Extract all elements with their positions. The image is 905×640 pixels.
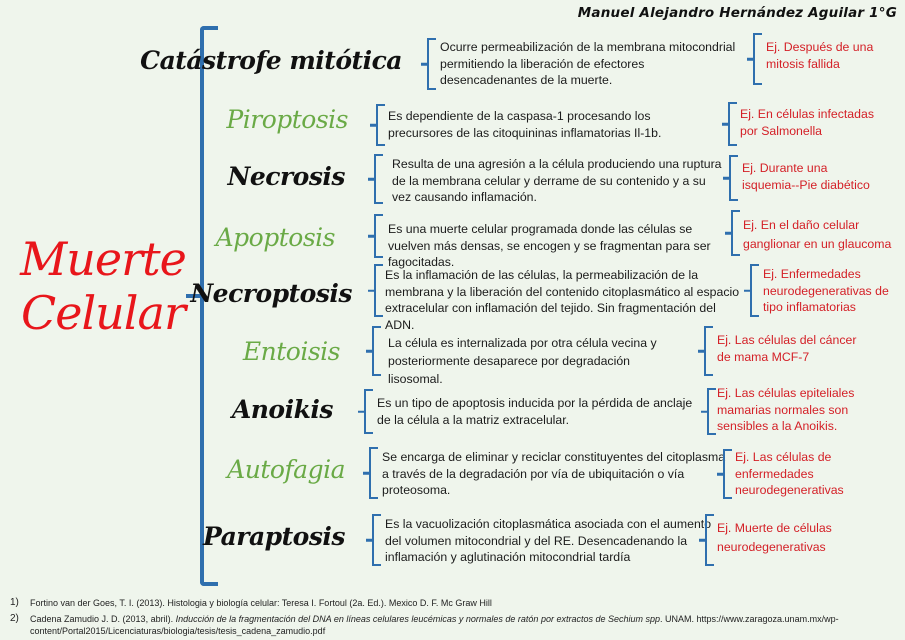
reference-source[interactable]: . UNAM. https://www.zaragoza.unam.mx/wp-content/Portal2015/Licenciaturas/biologia/tesis/tesis_cadena_zamudio.pdf	[30, 613, 839, 636]
description-bracket	[374, 154, 383, 204]
description-piroptosis: Es dependiente de la caspasa-1 procesando los precursores de las citoquininas inflamatorias Il-1b.	[388, 109, 662, 140]
reference-text	[30, 613, 890, 638]
example-bracket	[750, 264, 759, 317]
reference-title: Inducción de la fragmentación del DNA en líneas celulares leucémicas y normales de ratón por extractos de Sechium spp	[175, 613, 661, 624]
example-bracket	[707, 388, 716, 435]
example-necroptosis: Ej. Enfermedades neurodegenerativas de tipo inflamatorias	[763, 267, 889, 314]
main-title-line1: Muerte	[20, 232, 186, 286]
description-bracket	[364, 389, 373, 434]
description-bracket	[374, 214, 383, 258]
term-paraptosis: Paraptosis	[202, 522, 345, 551]
term-necrosis: Necrosis	[227, 162, 345, 191]
description-apoptosis: Es una muerte celular programada donde las células se vuelven más densas, se encogen y se fragmentan para ser fagocitadas.	[388, 222, 711, 269]
description-necrosis: Resulta de una agresión a la célula produciendo una ruptura de la membrana celular y derrame de su contenido y a su vez causando inflamación.	[392, 157, 722, 204]
term-catastrofe-mitotica: Catástrofe mitótica	[140, 46, 402, 75]
main-title	[18, 232, 188, 340]
reference-2	[10, 613, 890, 638]
example-anoikis: Ej. Las células epiteliales mamarias normales son sensibles a la Anoikis.	[717, 386, 855, 433]
description-paraptosis: Es la vacuolización citoplasmática asociada con el aumento del volumen mitocondrial y del RE. Desencadenando la inflamación y aglutinación mitocondrial tardía	[385, 517, 712, 564]
description-bracket	[372, 326, 381, 376]
example-bracket	[753, 33, 762, 85]
term-entoisis: Entoisis	[242, 337, 340, 366]
example-apoptosis: Ej. En el daño celular ganglionar en un glaucoma	[743, 218, 892, 251]
description-bracket	[372, 514, 381, 566]
example-bracket	[723, 449, 732, 499]
main-title-line2: Celular	[21, 286, 185, 340]
term-apoptosis: Apoptosis	[215, 223, 335, 252]
description-autofagia: Se encarga de eliminar y reciclar constituyentes del citoplasma a través de la degradación por vía de ubiquitación o vía proteosoma.	[382, 450, 726, 497]
description-entoisis: La célula es internalizada por otra célula vecina y posteriormente desaparece por degradación lisosomal.	[388, 336, 657, 386]
example-catastrofe-mitotica: Ej. Después de una mitosis fallida	[766, 40, 874, 71]
example-bracket	[728, 102, 737, 146]
description-catastrofe-mitotica: Ocurre permeabilización de la membrana mitocondrial permitiendo la liberación de efectores desencadenantes de la muerte.	[440, 40, 736, 87]
example-bracket	[731, 210, 740, 256]
example-piroptosis: Ej. En células infectadas por Salmonella	[740, 107, 874, 138]
reference-number: 1)	[10, 597, 19, 608]
reference-number: 2)	[10, 612, 19, 624]
description-bracket	[374, 264, 383, 317]
term-autofagia: Autofagia	[227, 455, 345, 484]
term-anoikis: Anoikis	[231, 395, 333, 424]
reference-authors: Cadena Zamudio J. D. (2013, abril).	[30, 613, 176, 624]
reference-1	[10, 597, 890, 610]
description-bracket	[376, 104, 385, 146]
description-necroptosis: Es la inflamación de las células, la permeabilización de la membrana y la liberación del contenido citoplasmático al espacio extracelular con inflamación del tejido. Sin fragmentación del ADN.	[385, 268, 740, 332]
example-paraptosis: Ej. Muerte de células neurodegenerativas	[717, 521, 832, 554]
example-entoisis: Ej. Las células del cáncer de mama MCF-7	[717, 333, 857, 364]
example-bracket	[705, 514, 714, 566]
description-bracket	[369, 447, 378, 499]
reference-text: Fortino van der Goes, T. I. (2013). Histologia y biología celular: Teresa I. Fortoul (2a. Ed.). Mexico D. F. Mc Graw Hill	[30, 598, 492, 608]
term-piroptosis: Piroptosis	[226, 105, 348, 134]
author-name: Manuel Alejandro Hernández Aguilar 1°G	[577, 5, 897, 21]
description-anoikis: Es un tipo de apoptosis inducida por la pérdida de anclaje de la célula a la matriz extracelular.	[377, 396, 693, 427]
term-necroptosis: Necroptosis	[190, 279, 352, 308]
description-bracket	[427, 38, 436, 90]
example-autofagia: Ej. Las células de enfermedades neurodegenerativas	[735, 450, 844, 497]
example-necrosis: Ej. Durante una isquemia--Pie diabético	[742, 161, 870, 192]
example-bracket	[729, 155, 738, 201]
references	[10, 597, 890, 638]
example-bracket	[704, 326, 713, 376]
